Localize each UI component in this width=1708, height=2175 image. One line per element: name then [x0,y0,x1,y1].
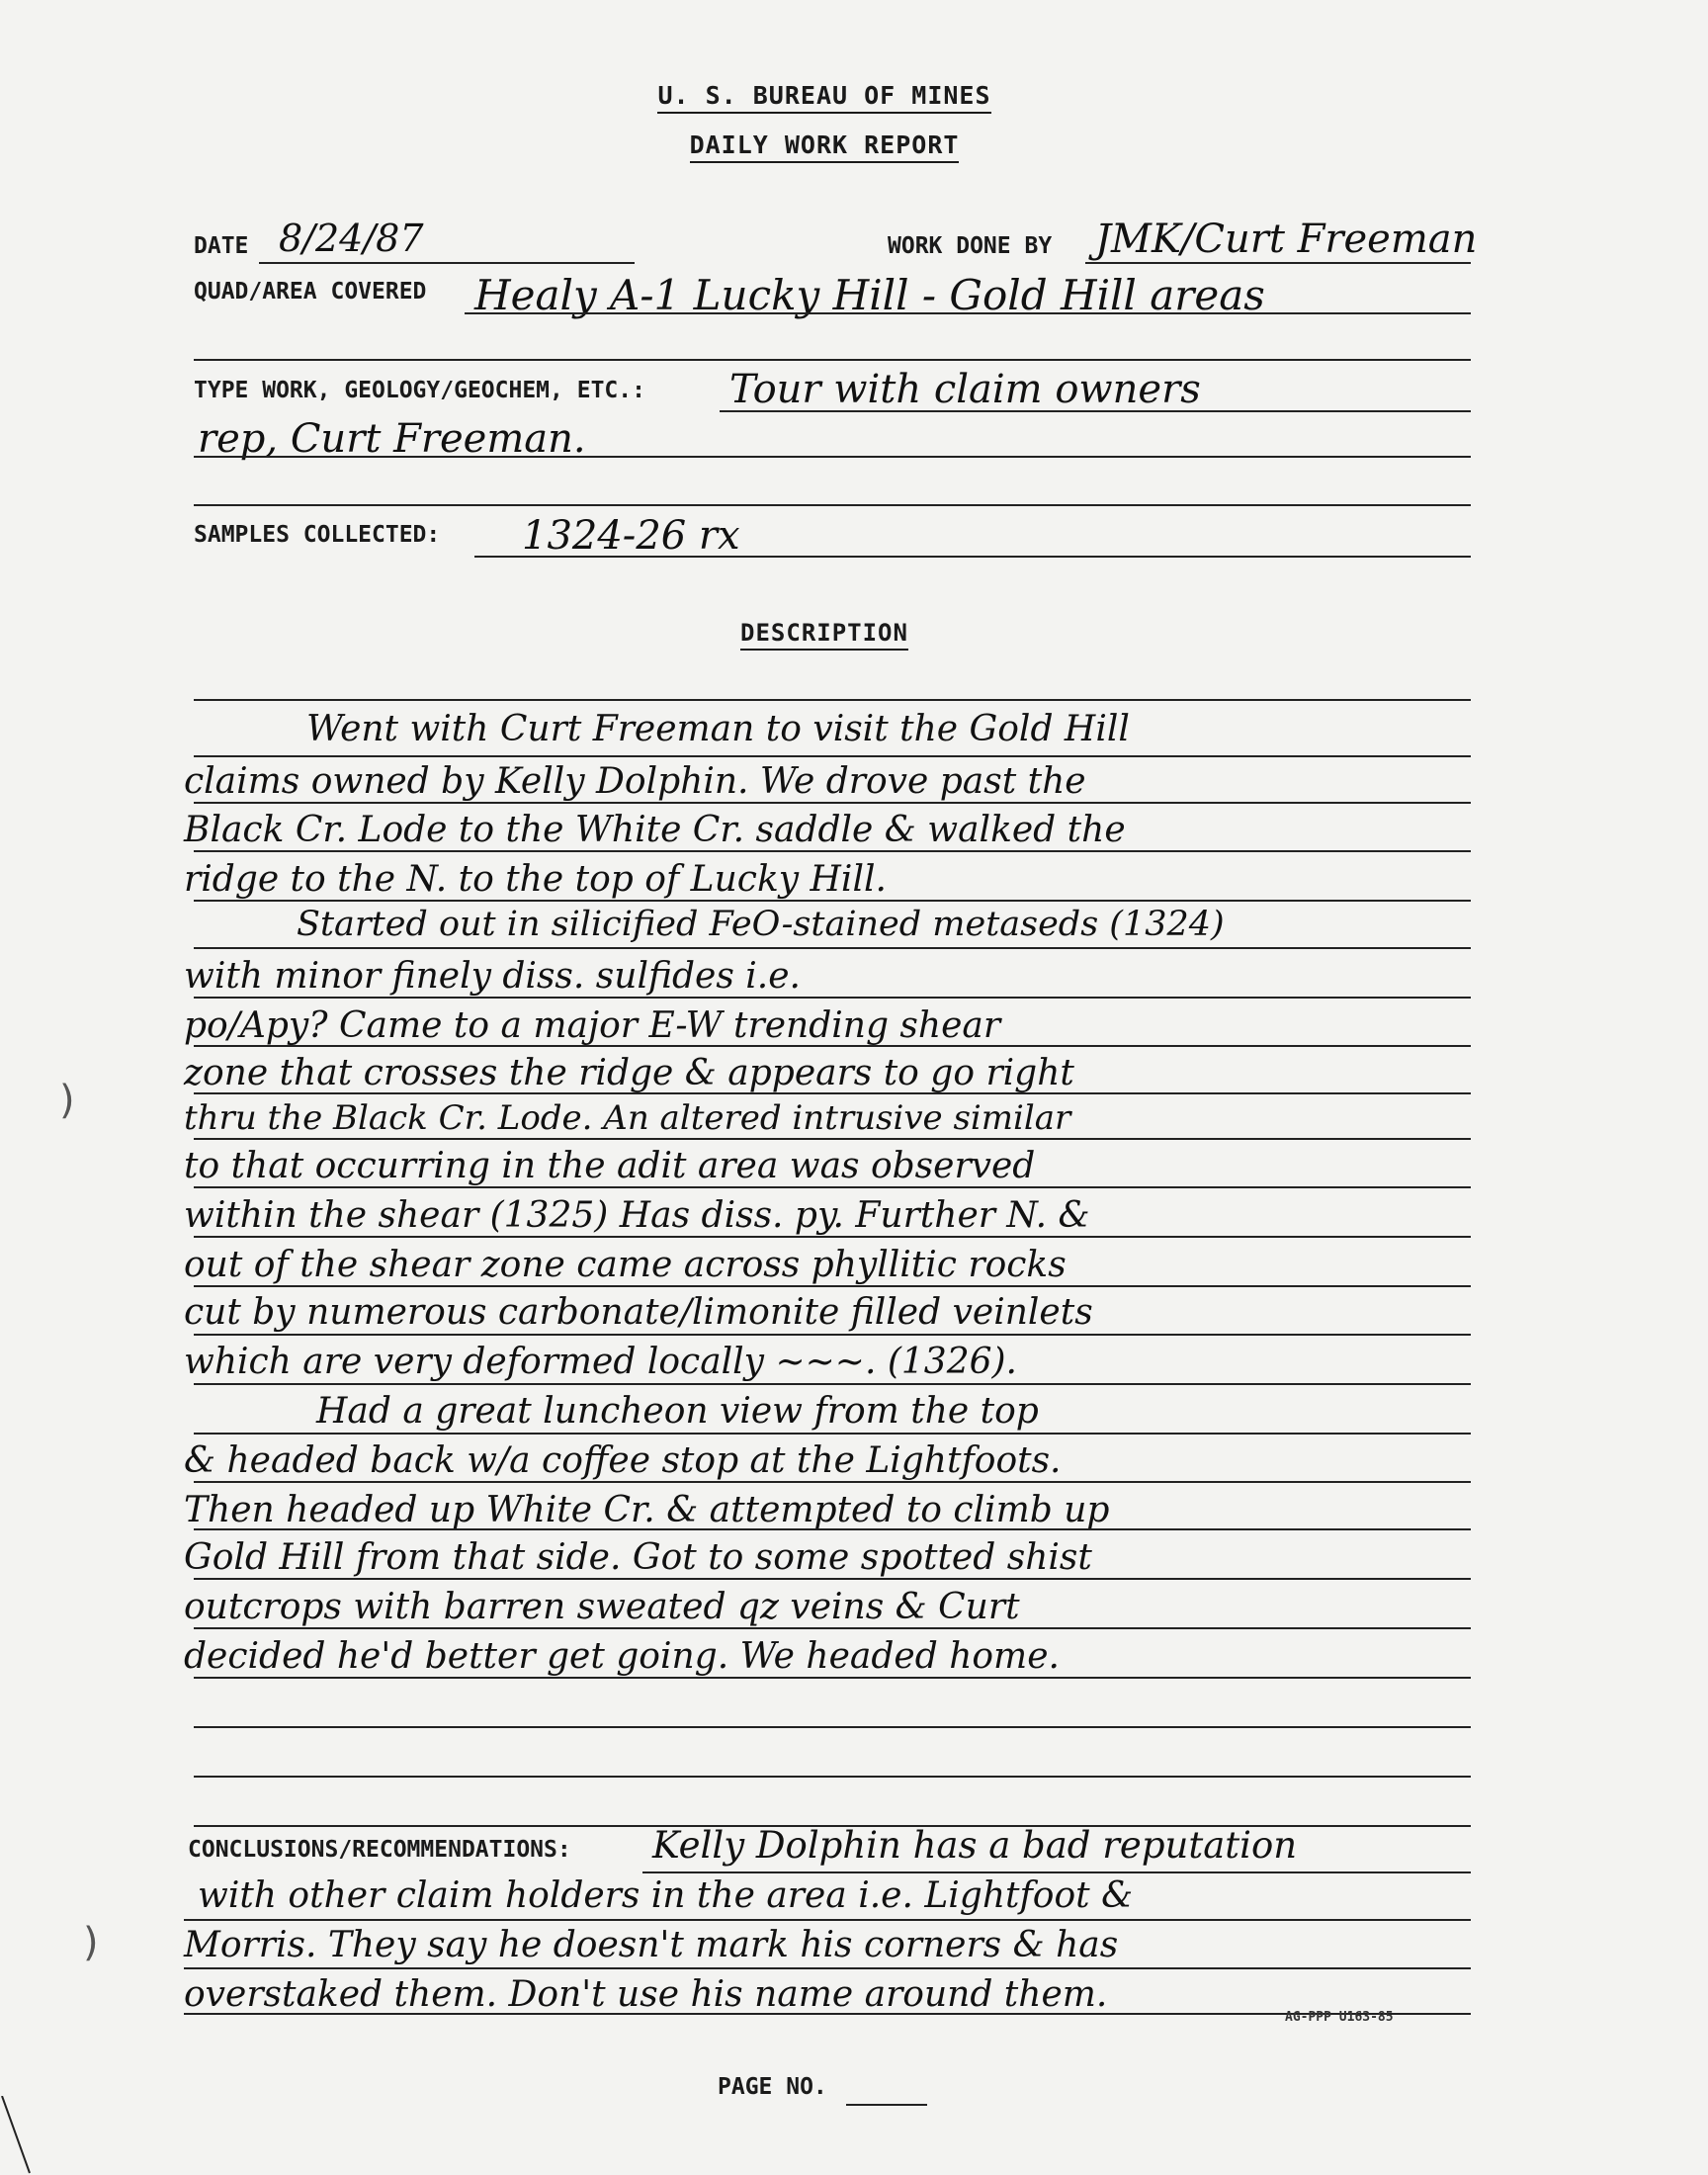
desc-rule-9 [194,1138,1471,1140]
desc-rule-22 [194,1776,1471,1778]
date-value: 8/24/87 [279,217,424,260]
form-code: AG-PPP U163-85 [1285,2010,1394,2025]
conclusions-line-2: with other claim holders in the area i.e. Lightfoot & [198,1875,1134,1916]
conclusions-line-4: overstaked them. Don't use his name around them. [184,1974,1108,2015]
desc-rule-11 [194,1236,1471,1238]
date-rule [259,262,635,264]
quad-rule [465,312,1471,314]
conclusions-line-3: Morris. They say he doesn't mark his corners & has [184,1925,1119,1965]
samples-label: SAMPLES COLLECTED: [194,522,441,548]
desc-rule-5 [194,947,1471,949]
type-work-rule-1 [720,410,1471,412]
quad-label: QUAD/AREA COVERED [194,279,427,304]
desc-line-14: which are very deformed locally ~~~. (1326). [184,1342,1017,1382]
corner-scan-mark [0,2096,40,2175]
desc-line-5: Started out in silicified FeO-stained metaseds (1324) [297,905,1225,944]
desc-line-3: Black Cr. Lode to the White Cr. saddle & walked the [184,810,1126,850]
type-work-rule-2 [194,456,1471,458]
desc-line-11: within the shear (1325) Has diss. py. Further N. & [184,1195,1090,1236]
desc-line-17: Then headed up White Cr. & attempted to climb up [184,1490,1110,1530]
desc-line-8: zone that crosses the ridge & appears to go right [184,1053,1074,1093]
desc-line-10: to that occurring in the adit area was observed [184,1146,1036,1186]
desc-rule-8 [194,1092,1471,1094]
binder-mark-top: ) [59,1078,75,1123]
desc-rule-10 [194,1186,1471,1188]
desc-line-12: out of the shear zone came across phyllitic rocks [184,1245,1067,1285]
type-work-line1: Tour with claim owners [729,367,1201,412]
agency-title: U. S. BUREAU OF MINES [0,81,1649,110]
desc-rule-7 [194,1045,1471,1047]
desc-rule-14 [194,1383,1471,1385]
work-done-by-value: JMK/Curt Freeman [1095,217,1478,262]
desc-line-7: po/Apy? Came to a major E-W trending shear [184,1005,1001,1046]
samples-rule [474,556,1471,558]
desc-rule-19 [194,1627,1471,1629]
page-number-label: PAGE NO. [718,2074,827,2100]
conclusions-line-1: Kelly Dolphin has a bad reputation [652,1824,1298,1867]
desc-line-13: cut by numerous carbonate/limonite filled veinlets [184,1292,1093,1333]
desc-rule-16 [194,1481,1471,1483]
type-work-line2: rep, Curt Freeman. [198,416,586,462]
desc-rule-6 [194,997,1471,999]
samples-value: 1324-26 rx [522,513,740,559]
conclusions-rule-1 [642,1871,1471,1873]
desc-line-1: Went with Curt Freeman to visit the Gold Hill [306,709,1130,749]
desc-rule-3 [194,850,1471,852]
type-work-rule-3 [194,504,1471,506]
desc-line-19: outcrops with barren sweated qz veins & Curt [184,1587,1020,1627]
desc-rule-2 [194,802,1471,804]
desc-rule-13 [194,1334,1471,1336]
desc-rule-17 [194,1528,1471,1530]
desc-line-6: with minor finely diss. sulfides i.e. [184,956,801,997]
conclusions-label: CONCLUSIONS/RECOMMENDATIONS: [188,1837,571,1863]
desc-rule-18 [194,1578,1471,1580]
binder-mark-bottom: ) [83,1920,99,1965]
desc-line-18: Gold Hill from that side. Got to some spotted shist [184,1537,1092,1578]
desc-line-9: thru the Black Cr. Lode. An altered intrusive similar [184,1098,1071,1138]
type-work-label: TYPE WORK, GEOLOGY/GEOCHEM, ETC.: [194,378,645,403]
work-done-by-label: WORK DONE BY [888,233,1053,259]
desc-line-16: & headed back w/a coffee stop at the Lightfoots. [184,1440,1062,1481]
quad-value: Healy A-1 Lucky Hill - Gold Hill areas [474,271,1265,319]
desc-rule-4 [194,900,1471,902]
desc-rule-1 [194,755,1471,757]
page-number-rule [846,2104,927,2106]
desc-rule-12 [194,1285,1471,1287]
desc-rule-21 [194,1726,1471,1728]
description-heading: DESCRIPTION [0,619,1649,647]
desc-line-2: claims owned by Kelly Dolphin. We drove past the [184,761,1086,802]
quad-rule-2 [194,359,1471,361]
desc-rule-15 [194,1433,1471,1435]
desc-rule-0 [194,699,1471,701]
conclusions-rule-3 [184,1967,1471,1969]
form-title: DAILY WORK REPORT [0,130,1649,159]
desc-rule-20 [194,1677,1471,1679]
desc-line-20: decided he'd better get going. We headed home. [184,1636,1060,1677]
conclusions-rule-2 [184,1919,1471,1921]
conclusions-rule-4 [184,2013,1471,2015]
desc-line-4: ridge to the N. to the top of Lucky Hill. [184,859,887,900]
date-label: DATE [194,233,249,259]
desc-line-15: Had a great luncheon view from the top [316,1391,1039,1432]
work-done-by-rule [1085,262,1471,264]
